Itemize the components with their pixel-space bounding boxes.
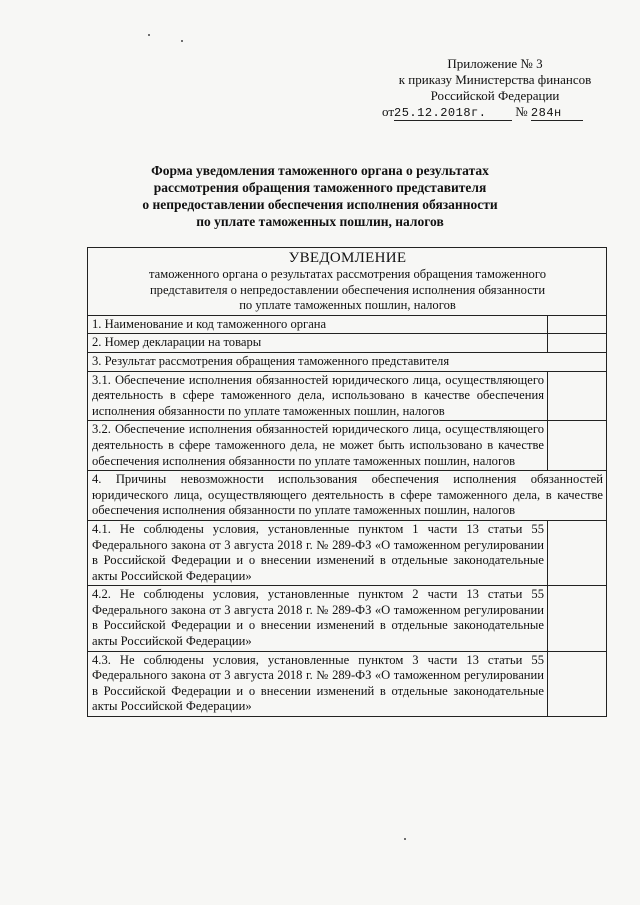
row-label-declaration-number: 2. Номер декларации на товары	[88, 334, 548, 353]
row-checkbox-cell	[548, 421, 607, 471]
table-row	[88, 352, 607, 371]
scan-speck	[148, 34, 150, 36]
row-checkbox-cell	[548, 520, 607, 585]
table-row	[88, 651, 607, 716]
notice-subheading: представителя о непредоставлении обеспечения исполнения обязанности	[149, 282, 546, 297]
form-title-line: о непредоставлении обеспечения исполнения обязанности	[142, 197, 498, 212]
row-label-4-2: 4.2. Не соблюдены условия, установленные пунктом 2 части 13 статьи 55 Федерального закона от 3 августа 2018 г. № 289-ФЗ «О таможенном регулировании в Российской Федерации и о внесении изменений в отдельные законодательные акты Российской Федерации»	[88, 586, 548, 651]
notice-header	[88, 248, 607, 316]
row-label-4-1: 4.1. Не соблюдены условия, установленные пунктом 1 части 13 статьи 55 Федерального закона от 3 августа 2018 г. № 289-ФЗ «О таможенном регулировании в Российской Федерации и о внесении изменений в отдельные законодательные акты Российской Федерации»	[88, 520, 548, 585]
appendix-header	[380, 56, 610, 121]
form-title-line: по уплате таможенных пошлин, налогов	[196, 214, 444, 229]
table-row	[88, 334, 607, 353]
notice-table	[87, 247, 607, 717]
appendix-order-ref: к приказу Министерства финансов	[398, 72, 592, 87]
form-title-line: Форма уведомления таможенного органа о результатах	[151, 163, 489, 178]
row-label-4-3: 4.3. Не соблюдены условия, установленные пунктом 3 части 13 статьи 55 Федерального закона от 3 августа 2018 г. № 289-ФЗ «О таможенном регулировании в Российской Федерации и о внесении изменений в отдельные законодательные акты Российской Федерации»	[88, 651, 548, 716]
table-row	[88, 315, 607, 334]
row-checkbox-cell	[548, 651, 607, 716]
row-value-cell	[548, 334, 607, 353]
row-checkbox-cell	[548, 586, 607, 651]
notice-heading: УВЕДОМЛЕНИЕ	[288, 250, 407, 266]
number-prefix: №	[515, 104, 528, 119]
appendix-number: Приложение № 3	[447, 56, 543, 71]
row-label-3-2: 3.2. Обеспечение исполнения обязанностей юридического лица, осуществляющего деятельность в сфере таможенного дела, не может быть использовано в качестве обеспечения исполнения обязанности по уплате таможенных пошлин, налогов	[88, 421, 548, 471]
row-label-reasons-section: 4. Причины невозможности использования обеспечения исполнения обязанностей юридического лица, осуществляющего деятельность в сфере таможенного дела, в качестве обеспечения исполнения обязанности по уплате таможенных пошлин, налогов	[88, 471, 607, 521]
table-row	[88, 471, 607, 521]
form-title-line: рассмотрения обращения таможенного представителя	[153, 180, 487, 195]
row-label-customs-authority: 1. Наименование и код таможенного органа	[88, 315, 548, 334]
notice-subheading: по уплате таможенных пошлин, налогов	[239, 298, 456, 313]
row-checkbox-cell	[548, 371, 607, 421]
scan-speck	[181, 40, 183, 42]
row-label-3-1: 3.1. Обеспечение исполнения обязанностей юридического лица, осуществляющего деятельность в сфере таможенного дела, использовано в качестве обеспечения исполнения обязанности по уплате таможенных пошлин, налогов	[88, 371, 548, 421]
order-date-number-line	[382, 104, 610, 121]
appendix-ministry: Российской Федерации	[430, 88, 560, 103]
table-row	[88, 371, 607, 421]
table-row	[88, 421, 607, 471]
row-label-result-section: 3. Результат рассмотрения обращения таможенного представителя	[88, 352, 607, 371]
notice-subheading: таможенного органа о результатах рассмотрения обращения таможенного	[149, 267, 547, 281]
table-row	[88, 586, 607, 651]
table-row	[88, 520, 607, 585]
date-prefix: от	[382, 104, 395, 119]
form-title	[60, 162, 580, 230]
scan-speck	[404, 838, 406, 840]
row-value-cell	[548, 315, 607, 334]
order-number: 284н	[531, 107, 583, 121]
order-date: 25.12.2018г.	[394, 107, 512, 121]
table-header-row	[88, 248, 607, 316]
